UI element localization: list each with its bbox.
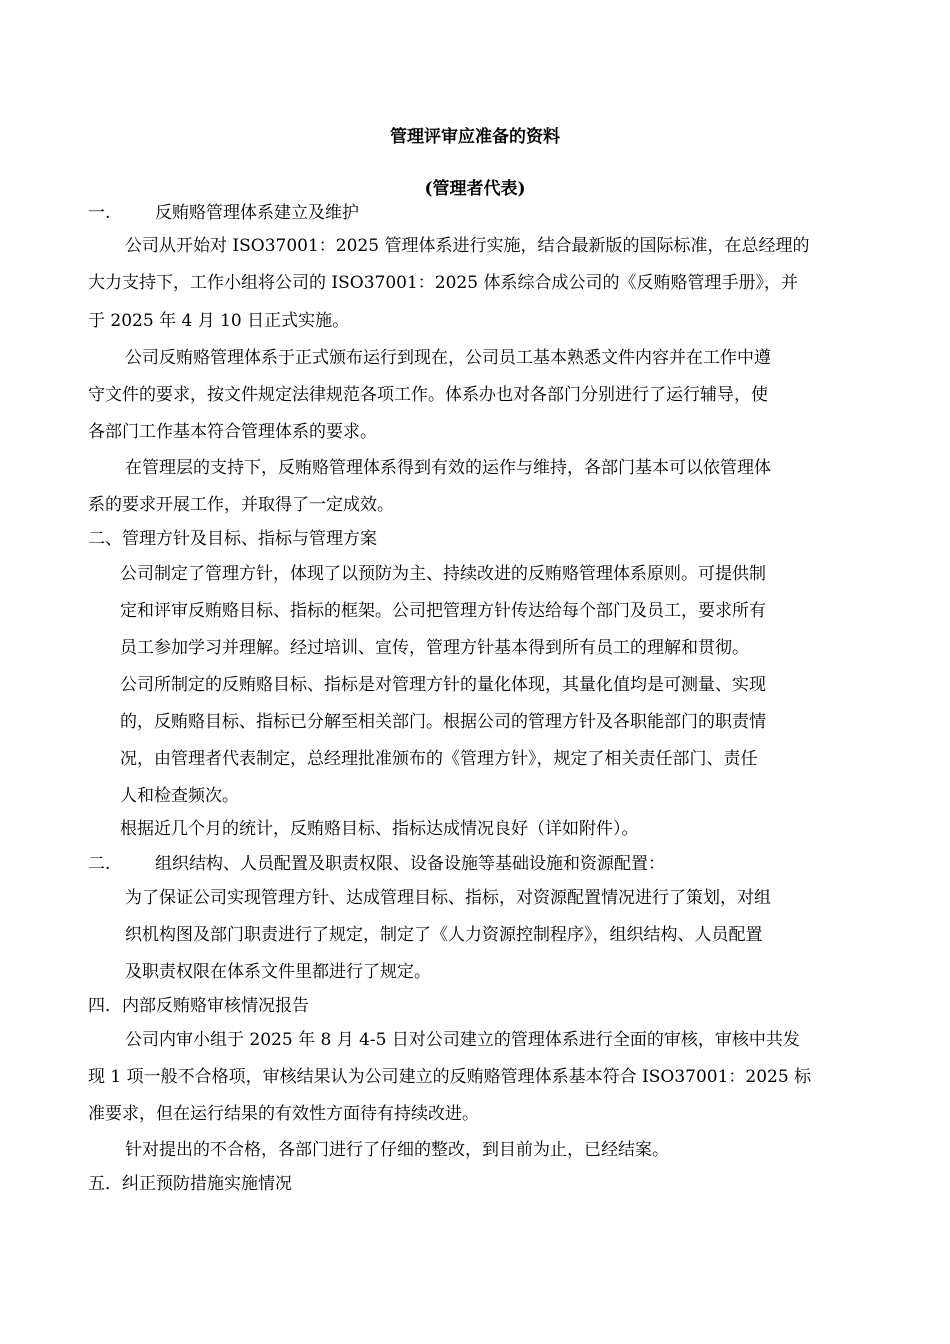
section2-p1-line3: 员工参加学习并理解。经过培训、宣传，管理方针基本得到所有员工的理解和贯彻。 <box>120 638 749 658</box>
section1-p3-line1: 在管理层的支持下，反贿赂管理体系得到有效的运作与维持，各部门基本可以依管理体 <box>125 458 771 478</box>
section1-p1-line2: 大力支持下，工作小组将公司的 ISO37001：2025 体系综合成公司的《反贿赂管理手册》，并 <box>88 273 798 293</box>
section1-p3-line2: 系的要求开展工作，并取得了一定成效。 <box>88 495 394 515</box>
section2-p1-line1: 公司制定了管理方针，体现了以预防为主、持续改进的反贿赂管理体系原则。可提供制 <box>120 564 766 584</box>
section4-p1-line3: 准要求，但在运行结果的有效性方面待有持续改进。 <box>88 1104 479 1124</box>
section2-p2-line4: 人和检查频次。 <box>120 786 239 806</box>
section4-p1-line1: 公司内审小组于 2025 年 8 月 4-5 日对公司建立的管理体系进行全面的审核，审核中共发 <box>125 1030 800 1050</box>
section4-p2-line1: 针对提出的不合格，各部门进行了仔细的整改，到目前为止，已经结案。 <box>125 1140 669 1160</box>
document-title: 管理评审应准备的资料 <box>390 127 560 147</box>
section3-heading: 组织结构、人员配置及职责权限、设备设施等基础设施和资源配置： <box>155 854 665 874</box>
section1-heading: 反贿赂管理体系建立及维护 <box>155 203 359 223</box>
section3-p1-line2: 织机构图及部门职责进行了规定，制定了《人力资源控制程序》，组织结构、人员配置 <box>125 925 763 945</box>
section2-p2-line2: 的，反贿赂目标、指标已分解至相关部门。根据公司的管理方针及各职能部门的职责情 <box>120 712 766 732</box>
section1-p2-line1: 公司反贿赂管理体系于正式颁布运行到现在，公司员工基本熟悉文件内容并在工作中遵 <box>125 348 771 368</box>
section3-p1-line1: 为了保证公司实现管理方针、达成管理目标、指标，对资源配置情况进行了策划，对组 <box>125 888 771 908</box>
section5-heading: 五．纠正预防措施实施情况 <box>88 1174 292 1194</box>
section4-p1-line2: 现 1 项一般不合格项，审核结果认为公司建立的反贿赂管理体系基本符合 ISO37001：2025 标 <box>88 1067 812 1087</box>
section1-number: 一. <box>88 203 111 223</box>
section1-p1-line3: 于 2025 年 4 月 10 日正式实施。 <box>88 311 350 331</box>
section2-p2-line1: 公司所制定的反贿赂目标、指标是对管理方针的量化体现，其量化值均是可测量、实现 <box>120 675 766 695</box>
section1-p1-line1: 公司从开始对 ISO37001：2025 管理体系进行实施，结合最新版的国际标准，在总经理的 <box>125 236 810 256</box>
section3-p1-line3: 及职责权限在体系文件里都进行了规定。 <box>125 962 431 982</box>
section3-number: 二. <box>88 854 111 874</box>
section2-p2-line3: 况，由管理者代表制定，总经理批准颁布的《管理方针》，规定了相关责任部门、责任 <box>120 749 758 769</box>
section4-heading: 四．内部反贿赂审核情况报告 <box>88 996 309 1016</box>
document-subtitle: (管理者代表) <box>424 179 526 199</box>
section1-p2-line3: 各部门工作基本符合管理体系的要求。 <box>88 422 377 442</box>
section2-p1-line2: 定和评审反贿赂目标、指标的框架。公司把管理方针传达给每个部门及员工，要求所有 <box>120 601 766 621</box>
section2-heading: 二、管理方针及目标、指标与管理方案 <box>88 529 377 549</box>
section2-p3-line1: 根据近几个月的统计，反贿赂目标、指标达成情况良好（详如附件）。 <box>120 819 639 839</box>
section1-p2-line2: 守文件的要求，按文件规定法律规范各项工作。体系办也对各部门分别进行了运行辅导，使 <box>88 385 768 405</box>
